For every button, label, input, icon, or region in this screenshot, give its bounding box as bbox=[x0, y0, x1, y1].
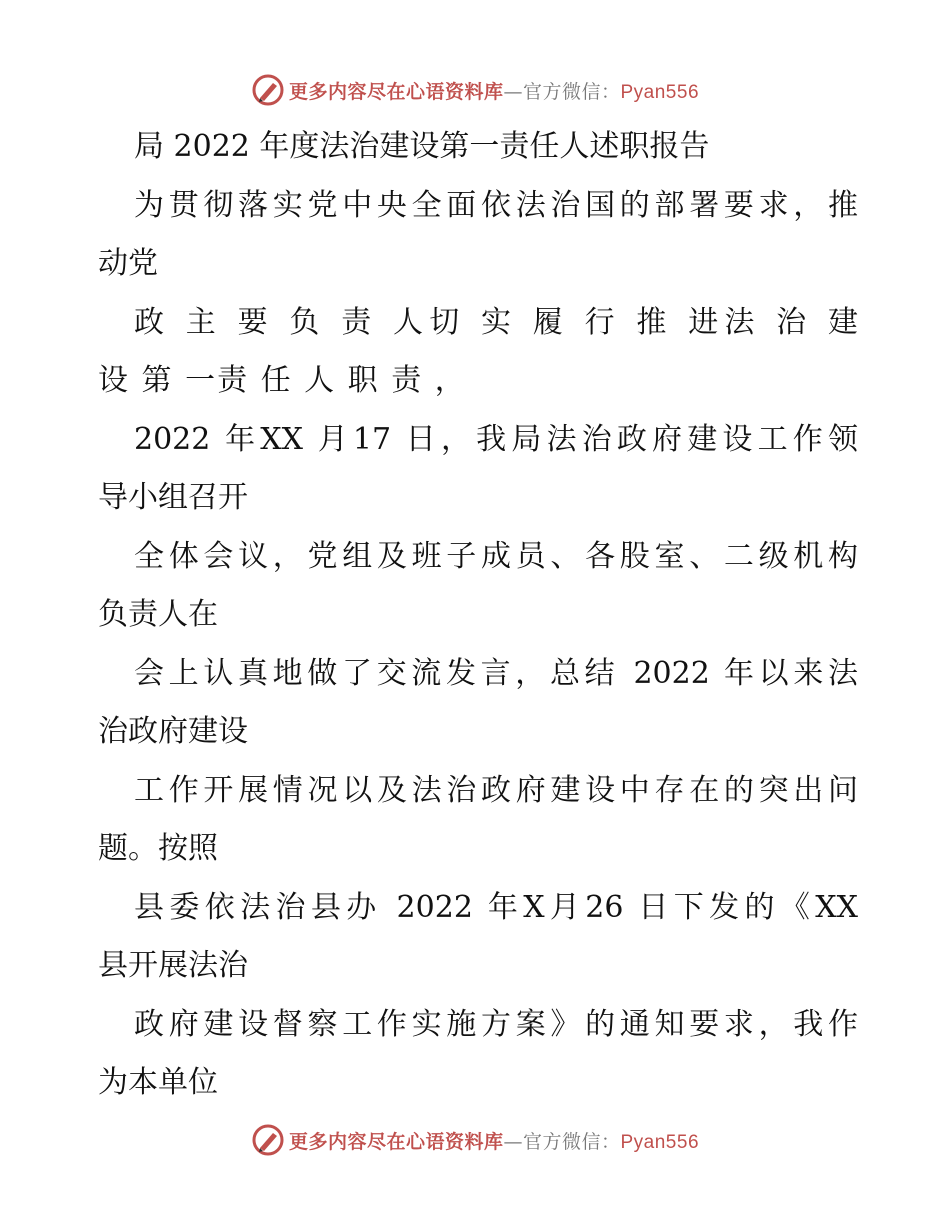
text-line: 县委依法治县办 2022 年X月26 日下发的《XX bbox=[134, 889, 858, 925]
pen-logo-icon bbox=[251, 73, 285, 107]
text-line: 政 主 要 负 责 人切 实 履 行 推 进法 治 建 bbox=[134, 304, 858, 340]
text-line: 设 第 一责 任 人 职 责 ， bbox=[98, 363, 467, 398]
banner-text bbox=[289, 1127, 699, 1154]
document-title: 局 2022 年度法治建设第一责任人述职报告 bbox=[134, 129, 710, 164]
text-line: 导小组召开 bbox=[98, 480, 248, 515]
banner-dash: — bbox=[503, 1130, 523, 1153]
text-line: 2022 年XX 月17 日，我局法治政府建设工作领 bbox=[134, 421, 858, 457]
header-banner bbox=[0, 70, 950, 110]
text-line: 为本单位 bbox=[98, 1065, 218, 1100]
banner-dash: — bbox=[503, 80, 523, 103]
pen-logo-icon bbox=[251, 1123, 285, 1157]
text-line: 负责人在 bbox=[98, 597, 218, 632]
banner-wechat-id: Pyan556 bbox=[620, 81, 700, 103]
text-line: 为贯彻落实党中央全面依法治国的部署要求，推 bbox=[134, 187, 858, 223]
text-line: 工作开展情况以及法治政府建设中存在的突出问 bbox=[134, 772, 858, 808]
text-line: 会上认真地做了交流发言，总结 2022 年以来法 bbox=[134, 655, 858, 691]
text-line: 治政府建设 bbox=[98, 714, 248, 749]
banner-wechat-label: 官方微信： bbox=[522, 80, 621, 103]
banner-text bbox=[289, 77, 699, 104]
document-body bbox=[98, 118, 858, 1113]
text-line: 县开展法治 bbox=[98, 948, 248, 983]
banner-wechat-label: 官方微信： bbox=[522, 1130, 621, 1153]
text-line: 题。按照 bbox=[98, 831, 218, 866]
text-line: 全体会议，党组及班子成员、各股室、二级机构 bbox=[134, 538, 858, 574]
banner-main-text: 更多内容尽在心语资料库 bbox=[288, 80, 504, 103]
footer-banner bbox=[0, 1120, 950, 1160]
banner-main-text: 更多内容尽在心语资料库 bbox=[288, 1130, 504, 1153]
text-line: 动党 bbox=[98, 246, 158, 281]
banner-wechat-id: Pyan556 bbox=[620, 1131, 700, 1153]
text-line: 政府建设督察工作实施方案》的通知要求，我作 bbox=[134, 1006, 858, 1042]
